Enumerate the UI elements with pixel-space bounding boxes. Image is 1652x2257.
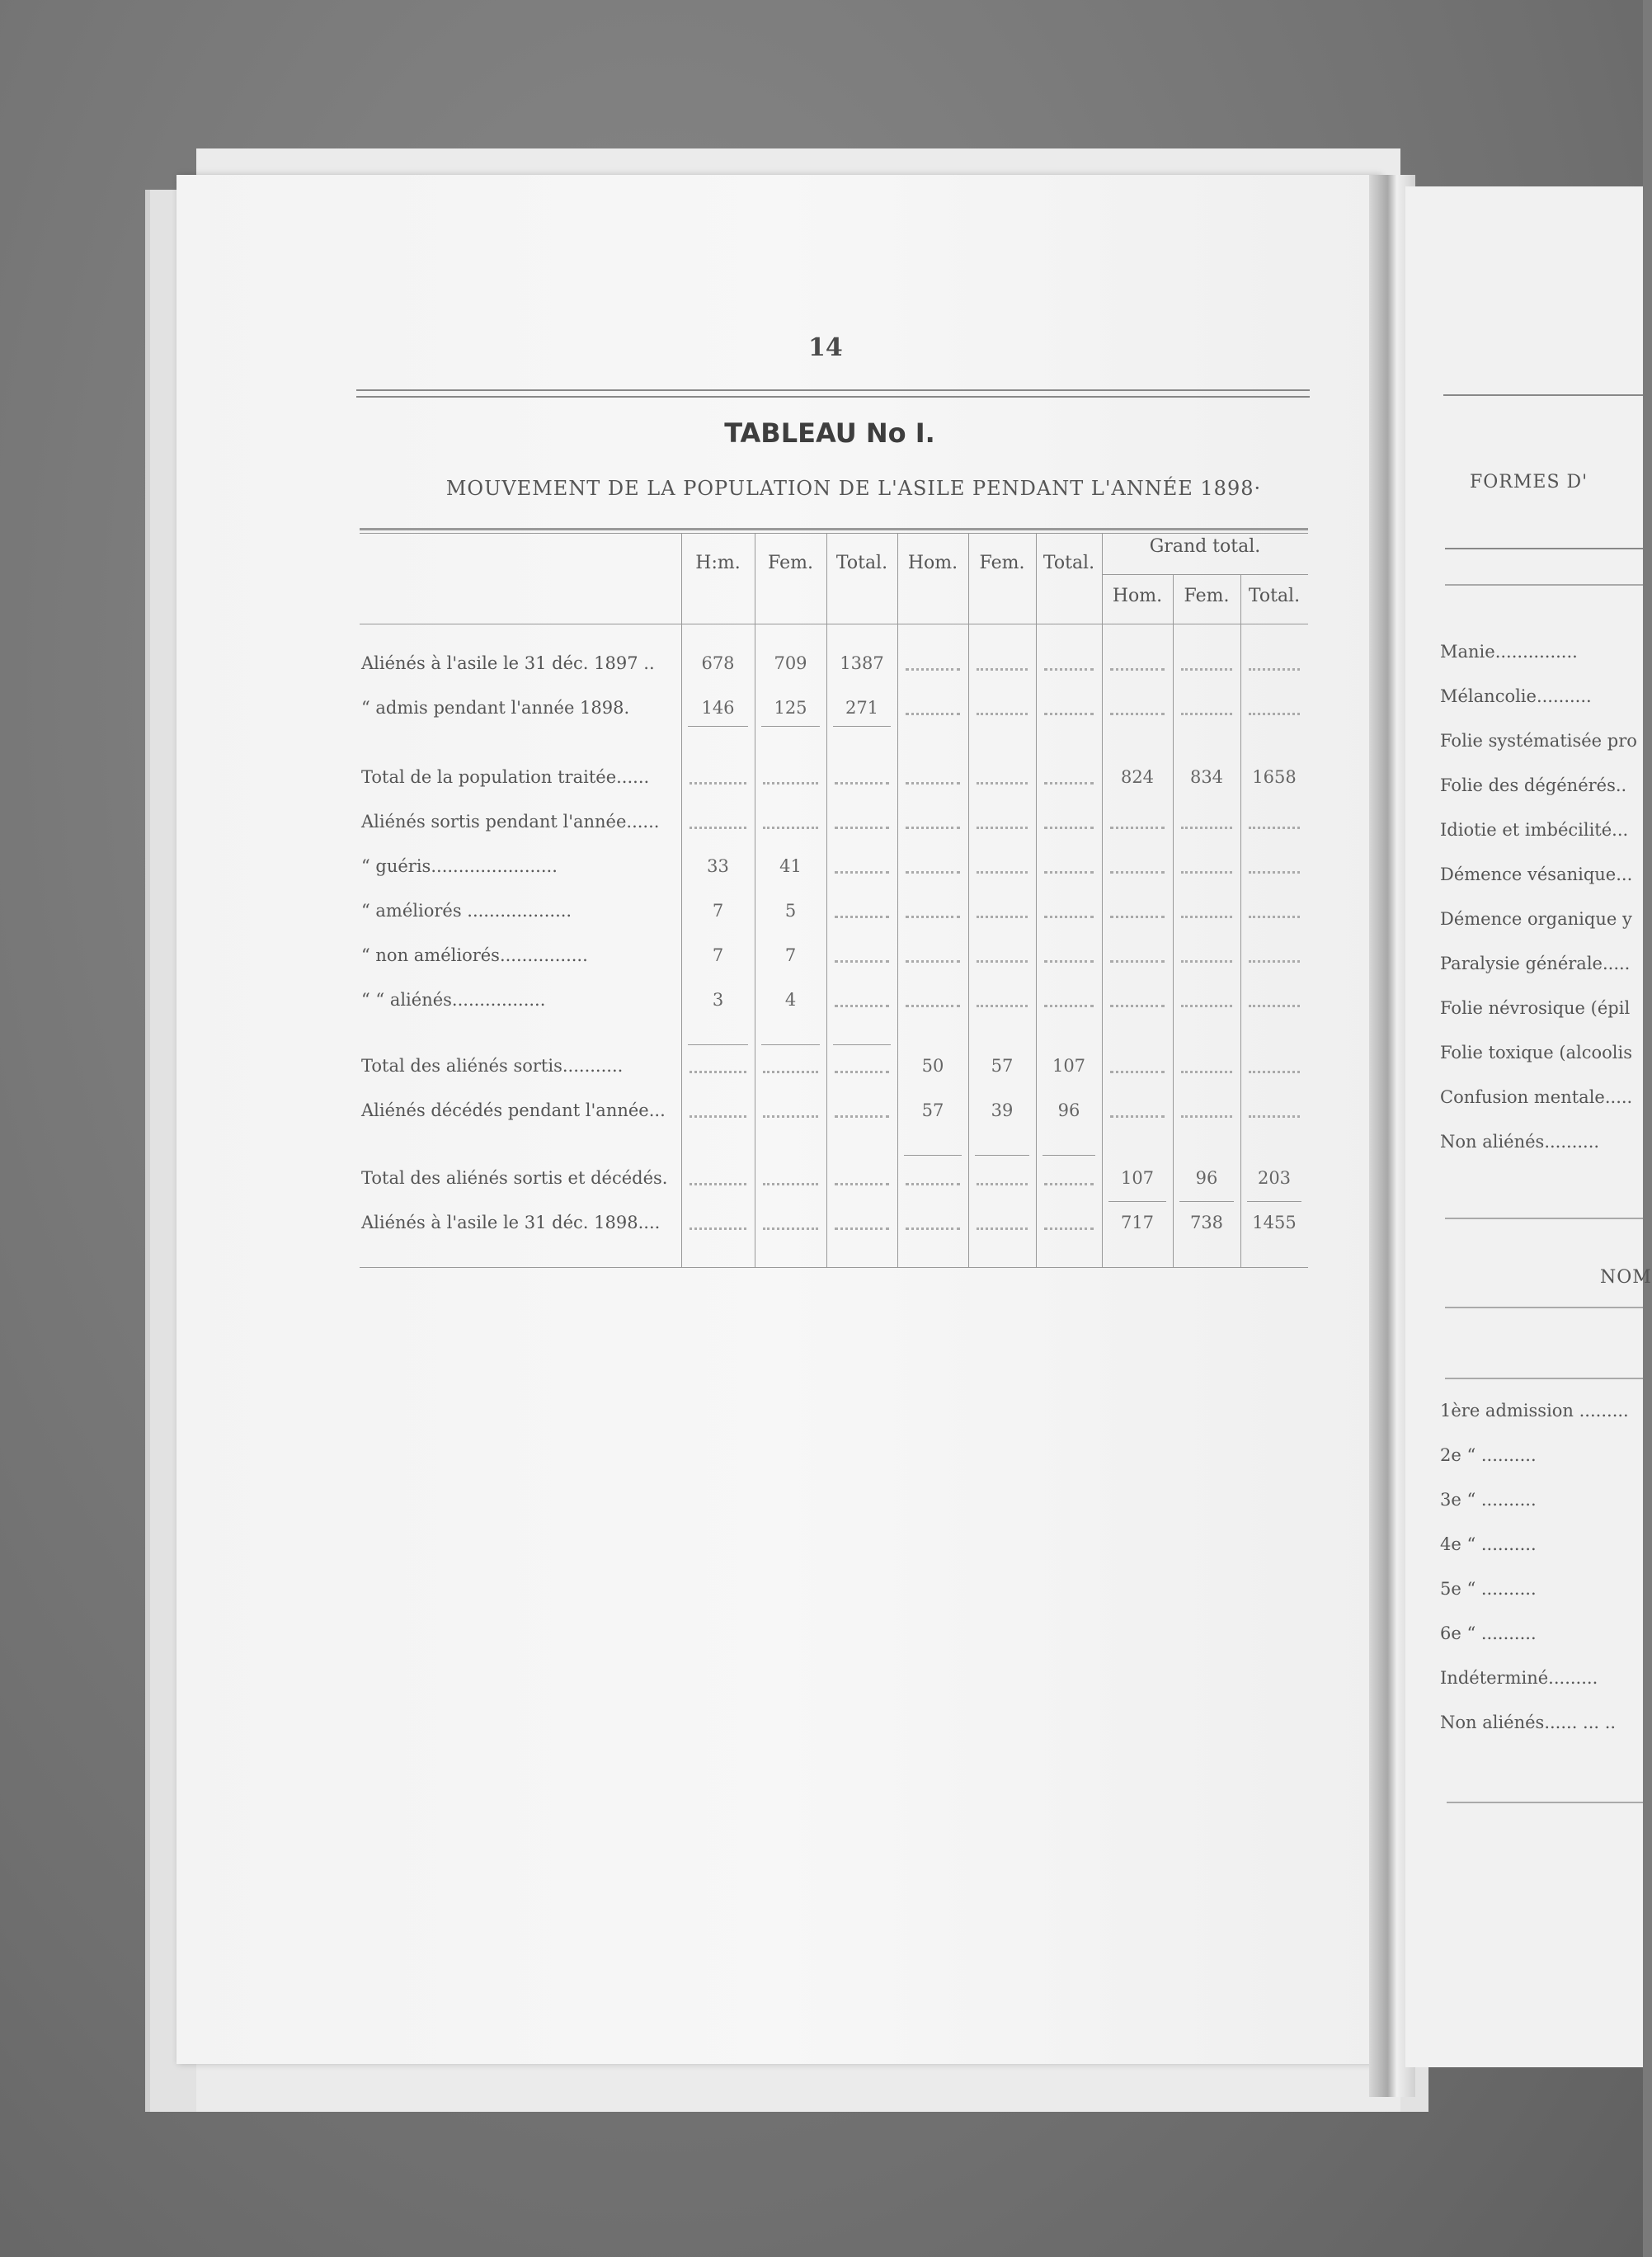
table-cell: 271 [845,698,879,718]
grand-total-header: Grand total. [1149,536,1261,557]
row-label: Aliénés sortis pendant l'année...... [361,812,660,832]
empty-cell-leader [906,1005,960,1007]
empty-cell-leader [1181,960,1232,963]
row-label: “ admis pendant l'année 1898. [361,698,630,718]
right-list-item: Folie toxique (alcoolis [1440,1043,1632,1063]
right-list-item: Folie névrosique (épil [1440,998,1631,1018]
table-cell: 33 [707,856,729,876]
empty-cell-leader [835,782,889,785]
table-top-rule-2 [360,533,1308,534]
subtotal-rule [904,1155,962,1156]
column-header: H:m. [695,553,741,573]
right-rule-2 [1445,548,1643,549]
empty-cell-leader [835,960,889,963]
empty-cell-leader [1110,960,1165,963]
row-label: “ améliorés ................... [361,901,572,921]
table-cell: 1455 [1252,1213,1297,1232]
empty-cell-leader [835,1115,889,1118]
right-list-item: Folie systématisée pro [1440,731,1637,751]
empty-cell-leader [1181,871,1232,874]
empty-cell-leader [1044,1183,1094,1185]
right-list-item: Indéterminé......... [1440,1668,1598,1688]
right-list-item: Confusion mentale..... [1440,1087,1633,1107]
empty-cell-leader [906,916,960,918]
table-cell: 1387 [840,653,884,673]
page-number: 14 [808,333,843,362]
column-header: Total. [1248,586,1301,606]
population-table [360,528,1308,1270]
table-cell: 50 [921,1056,944,1076]
table-cell: 4 [784,990,797,1010]
subtotal-rule [833,726,891,727]
empty-cell-leader [690,1071,746,1073]
row-label: “ non améliorés................ [361,945,588,965]
empty-cell-leader [1044,782,1094,785]
table-cell: 7 [712,901,724,921]
empty-cell-leader [977,1005,1028,1007]
table-top-rule [360,528,1308,530]
empty-cell-leader [977,668,1028,671]
table-cell: 39 [991,1100,1014,1120]
empty-cell-leader [763,1183,818,1185]
subtotal-rule [1108,1201,1166,1202]
empty-cell-leader [690,1227,746,1230]
empty-cell-leader [1249,916,1300,918]
table-cell: 7 [784,945,797,965]
right-rule-4 [1445,1218,1643,1219]
right-heading-2: NOM [1600,1267,1652,1288]
right-rule-6 [1445,1378,1643,1379]
column-divider [897,533,898,1267]
empty-cell-leader [977,916,1028,918]
right-list-item: 2e “ .......... [1440,1445,1537,1465]
column-divider [1173,574,1174,1267]
empty-cell-leader [835,1005,889,1007]
empty-cell-leader [1249,1115,1300,1118]
column-divider [826,533,827,1267]
empty-cell-leader [1110,1115,1165,1118]
table-cell: 709 [774,653,807,673]
empty-cell-leader [1249,960,1300,963]
empty-cell-leader [1044,960,1094,963]
column-header: Fem. [1184,586,1230,606]
empty-cell-leader [690,827,746,829]
row-label: “ “ aliénés................. [361,990,546,1010]
subtotal-rule [688,1044,748,1045]
right-rule-3 [1445,584,1643,586]
empty-cell-leader [977,782,1028,785]
right-list-item: 4e “ .......... [1440,1534,1537,1554]
empty-cell-leader [977,871,1028,874]
empty-cell-leader [1249,827,1300,829]
right-list-item: Non aliénés.......... [1440,1132,1600,1152]
right-page [1405,186,1643,2067]
empty-cell-leader [835,1183,889,1185]
empty-cell-leader [1044,871,1094,874]
subtotal-rule [1179,1201,1234,1202]
right-list-item: 6e “ .......... [1440,1623,1537,1643]
empty-cell-leader [763,1071,818,1073]
grand-total-rule [1102,574,1308,575]
column-header: Hom. [1112,586,1163,606]
empty-cell-leader [906,827,960,829]
table-cell: 824 [1120,767,1155,787]
right-list-item: Non aliénés...... ... .. [1440,1713,1617,1732]
empty-cell-leader [1110,713,1165,715]
right-list-item: Idiotie et imbécilité... [1440,820,1629,840]
table-cell: 738 [1189,1213,1224,1232]
table-cell: 5 [784,901,797,921]
table-cell: 146 [701,698,735,718]
empty-cell-leader [835,871,889,874]
table-bottom-rule [360,1267,1308,1268]
row-label: “ guéris....................... [361,856,558,876]
column-header: Fem. [979,553,1025,573]
empty-cell-leader [1181,668,1232,671]
empty-cell-leader [763,1227,818,1230]
top-rule-2 [356,396,1310,398]
right-list-item: Manie............... [1440,642,1578,662]
empty-cell-leader [1044,1005,1094,1007]
column-divider [681,533,682,1267]
subtotal-rule [975,1155,1029,1156]
empty-cell-leader [1110,916,1165,918]
empty-cell-leader [977,960,1028,963]
right-bottom-rule [1447,1802,1643,1803]
empty-cell-leader [1249,1005,1300,1007]
subtotal-rule [833,1044,891,1045]
empty-cell-leader [763,1115,818,1118]
subtotal-rule [761,726,820,727]
column-header: Fem. [768,553,813,573]
subtotal-rule [761,1044,820,1045]
column-divider [1036,533,1037,1267]
right-heading: FORMES D' [1470,472,1588,492]
empty-cell-leader [1249,668,1300,671]
subtotal-rule [688,726,748,727]
empty-cell-leader [835,1227,889,1230]
top-rule [356,389,1310,391]
empty-cell-leader [1181,827,1232,829]
right-list-item: 1ère admission ......... [1440,1401,1629,1421]
table-cell: 125 [774,698,807,718]
right-list-item: Mélancolie.......... [1440,686,1592,706]
empty-cell-leader [1181,1071,1232,1073]
empty-cell-leader [906,713,960,715]
empty-cell-leader [906,871,960,874]
empty-cell-leader [1110,668,1165,671]
empty-cell-leader [1110,871,1165,874]
table-cell: 57 [921,1100,944,1120]
empty-cell-leader [690,1183,746,1185]
empty-cell-leader [1110,1071,1165,1073]
empty-cell-leader [1044,713,1094,715]
right-list-item: Démence vésanique... [1440,865,1633,884]
empty-cell-leader [906,782,960,785]
column-divider [968,533,969,1267]
row-label: Total des aliénés sortis et décédés. [361,1168,668,1188]
empty-cell-leader [1110,1005,1165,1007]
empty-cell-leader [906,668,960,671]
empty-cell-leader [977,1183,1028,1185]
empty-cell-leader [763,782,818,785]
empty-cell-leader [763,827,818,829]
column-header: Total. [1043,553,1095,573]
empty-cell-leader [835,916,889,918]
empty-cell-leader [1044,668,1094,671]
empty-cell-leader [1044,1227,1094,1230]
empty-cell-leader [1249,871,1300,874]
table-cell: 678 [701,653,735,673]
table-cell: 3 [712,990,724,1010]
table-subtitle: MOUVEMENT DE LA POPULATION DE L'ASILE PENDANT L'ANNÉE 1898· [445,477,1262,500]
table-cell: 7 [712,945,724,965]
table-cell: 57 [991,1056,1014,1076]
right-rule-5 [1445,1307,1643,1308]
row-label: Total des aliénés sortis........... [361,1056,624,1076]
column-header: Total. [835,553,888,573]
empty-cell-leader [1181,1115,1232,1118]
empty-cell-leader [906,1183,960,1185]
row-label: Aliénés à l'asile le 31 déc. 1898.... [361,1213,661,1232]
empty-cell-leader [1249,1071,1300,1073]
table-cell: 96 [1057,1100,1080,1120]
row-label: Aliénés à l'asile le 31 déc. 1897 .. [361,653,655,673]
empty-cell-leader [690,782,746,785]
empty-cell-leader [835,1071,889,1073]
empty-cell-leader [835,827,889,829]
row-label: Aliénés décédés pendant l'année... [361,1100,666,1120]
table-cell: 107 [1052,1056,1086,1076]
table-cell: 834 [1189,767,1224,787]
empty-cell-leader [1249,713,1300,715]
table-cell: 96 [1195,1168,1218,1188]
empty-cell-leader [1181,916,1232,918]
table-cell: 107 [1120,1168,1155,1188]
column-divider [1102,533,1103,1267]
empty-cell-leader [1044,827,1094,829]
column-divider [1240,574,1241,1267]
row-label: Total de la population traitée...... [361,767,650,787]
empty-cell-leader [1110,827,1165,829]
subtotal-rule [1247,1201,1301,1202]
table-cell: 1658 [1252,767,1297,787]
table-cell: 203 [1257,1168,1292,1188]
empty-cell-leader [906,1227,960,1230]
right-list-item: 3e “ .......... [1440,1490,1537,1510]
empty-cell-leader [906,960,960,963]
empty-cell-leader [977,827,1028,829]
column-header: Hom. [907,553,958,573]
empty-cell-leader [1181,713,1232,715]
right-list-item: Paralysie générale..... [1440,954,1631,973]
subtotal-rule [1043,1155,1095,1156]
empty-cell-leader [1181,1005,1232,1007]
right-top-rule [1443,394,1643,396]
empty-cell-leader [977,1227,1028,1230]
right-list-item: 5e “ .......... [1440,1579,1537,1599]
empty-cell-leader [977,713,1028,715]
right-list-item: Folie des dégénérés.. [1440,775,1627,795]
right-list-item: Démence organique y [1440,909,1632,929]
empty-cell-leader [1044,916,1094,918]
table-cell: 41 [779,856,802,876]
table-title: TABLEAU No I. [724,417,935,449]
table-cell: 717 [1120,1213,1155,1232]
empty-cell-leader [690,1115,746,1118]
